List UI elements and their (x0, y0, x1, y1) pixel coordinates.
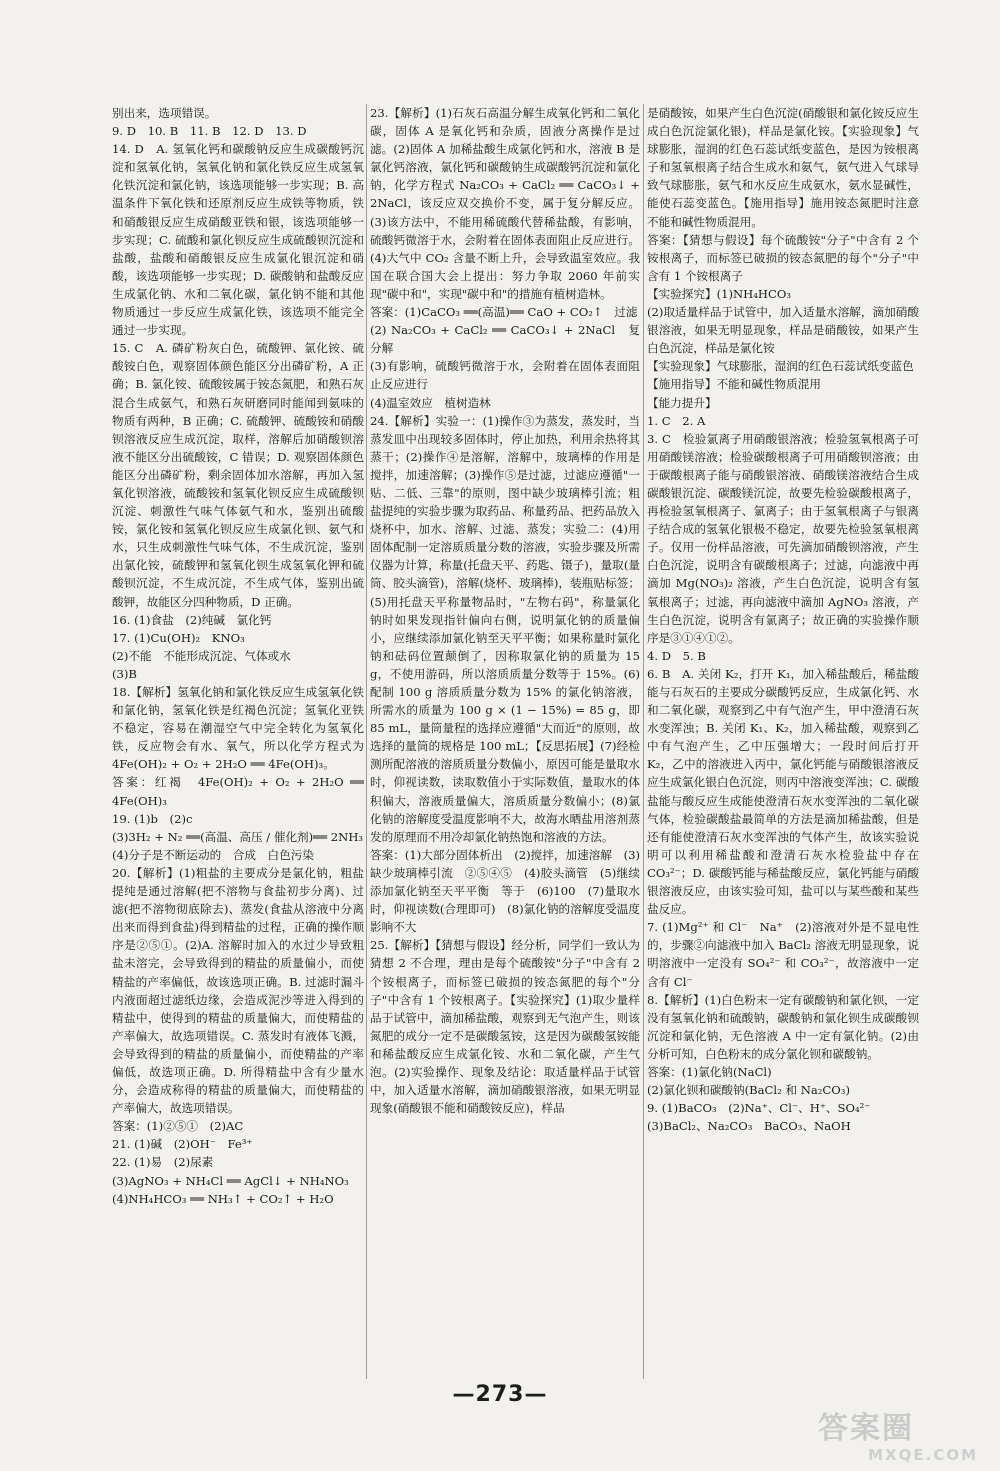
answer-paragraph: 24.【解析】实验一：(1)操作③为蒸发，蒸发时，当蒸发皿中出现较多固体时，停止加热，利用余热将其蒸干；(2)操作④是溶解，溶解中，玻璃棒的作用是搅拌，加速溶解；(3)操作⑤是过滤，过滤应遵循"一贴、二低、三靠"的原则，图中缺少玻璃棒引流；粗盐提纯的实验步骤为取药品、称量药品、把药品放入烧杯中，加水、溶解、过滤、蒸发；实验二：(4)用固体配制一定溶质质量分数的溶液，实验步骤及所需仪器为计算，称量(托盘天平、药匙、镊子)，量取(量筒、胶头滴管)，溶解(烧杯、玻璃棒)，装瓶贴标签；(5)用托盘天平称量物品时，"左物右码"，称量氯化钠时如果发现指针偏向右侧，说明氯化钠的质量偏小，应继续添加氯化钠至天平平衡；如果称量时氯化钠和砝码位置颠倒了，因称取氯化钠的质量为 15 g，不使用游码，所以溶质质量分数等于 15%。(6)配制 100 g 溶质质量分数为 15% 的氯化钠溶液，所需水的质量为 100 g × (1 − 15%) = 85 g，即 85 mL，量筒量程的选择应遵循"大而近"的原则，故选择的量筒的规格是 100 mL；【反思拓展】(7)经检测所配溶液的溶质质量分数偏小，原因可能是量取水时，仰视读数，读取数值小于实际数值，量取水的体积偏大，溶液质量偏大，溶质质量分数偏小；(8)氯化钠的溶解度受温度影响不大，故海水晒盐用溶剂蒸发的原理而不用冷却氯化钠热饱和溶液的方法。 (370, 413, 640, 844)
answer-column-middle (370, 104, 640, 1384)
watermark-url: MXQE.COM (868, 1446, 978, 1464)
answer-paragraph: 7. (1)Mg²⁺ 和 Cl⁻ Na⁺ (2)溶液对外是不显电性的，步骤②向滤液中加入 BaCl₂ 溶液无明显现象，说明溶液中一定没有 SO₄²⁻ 和 CO₃²⁻，故溶液中一定含有 Cl⁻ (647, 920, 919, 989)
answer-paragraph: 20.【解析】(1)粗盐的主要成分是氯化钠，粗盐提纯是通过溶解(把不溶物与食盐初步分离)、过滤(把不溶物彻底除去)、蒸发(食盐从溶液中分离出来而得到食盐)得到精盐的过程，正确的操作顺序是②⑤①。(2)A. 溶解时加入的水过少导致粗盐未溶完，会导致得到的精盐的质量偏小，而使精盐的产率偏低，故该选项正确。B. 过滤时漏斗内液面超过滤纸边缘，会造成泥沙等进入得到的精盐中，使得到的精盐的质量偏大，而使精盐的产率偏大，故选项错误。C. 蒸发时有液体飞溅，会导致得到的精盐的质量偏小，而使精盐的产率偏低，故选项正确。D. 所得精盐中含有少量水分，会造成称得的精盐的质量偏大，而使精盐的产率偏大，故选项错误。 (112, 865, 364, 1116)
answer-paragraph: 3. C 检验氯离子用硝酸银溶液；检验氢氧根离子可用硝酸镁溶液；检验碳酸根离子可用硝酸钡溶液；由于碳酸根离子能与硝酸银溶液、硝酸镁溶液结合生成碳酸银沉淀、碳酸镁沉淀，故要先检验碳酸根离子，再检验氢氧根离子、氯离子；由于氢氧根离子与银离子结合成的氢氧化银极不稳定，故要先检验氢氧根离子。仅用一份样品溶液，可先滴加硝酸钡溶液，产生白色沉淀，说明含有碳酸根离子；过滤，向滤液中再滴加 Mg(NO₃)₂ 溶液，产生白色沉淀，说明含有氢氧根离子；过滤，再向滤液中滴加 AgNO₃ 溶液，产生白色沉淀，说明含有氯离子；故正确的实验操作顺序是③①④①②。 (647, 431, 919, 645)
answer-paragraph: (4)分子是不断运动的 合成 白色污染 (112, 847, 314, 862)
answer-paragraph: 4. D 5. B (647, 648, 706, 663)
answer-paragraph: 答案：(1)CaCO₃ ══(高温)══ CaO + CO₂↑ 过滤 (370, 305, 638, 320)
answer-paragraph: 9. D 10. B 11. B 12. D 13. D (112, 124, 307, 139)
answer-paragraph: 答案：(1)氯化钠(NaCl) (647, 1064, 772, 1079)
answer-paragraph: (2) Na₂CO₃ + CaCl₂ ══ CaCO₃↓ + 2NaCl 复分解 (370, 323, 640, 356)
answer-paragraph: 答案：【猜想与假设】每个硫酸铵"分子"中含有 2 个铵根离子，而标签已破损的铵态氮肥的每个"分子"中含有 1 个铵根离子 (647, 232, 919, 283)
answer-paragraph: 答案：(1)大部分固体析出 (2)搅拌，加速溶解 (3)缺少玻璃棒引流 ②⑤④⑤ (4)胶头滴管 (5)继续添加氯化钠至天平平衡 等于 (6)100 (7)量取水时，仰视读数(合理即可) (8)氯化钠的溶解度受温度影响不大 (370, 847, 640, 935)
answer-paragraph: (3)B (112, 666, 137, 681)
answer-paragraph: (3)AgNO₃ + NH₄Cl ══ AgCl↓ + NH₄NO₃ (112, 1173, 349, 1188)
answer-paragraph: 23.【解析】(1)石灰石高温分解生成氧化钙和二氧化碳，固体 A 是氧化钙和杂质，固液分离操作是过滤。(2)固体 A 加稀盐酸生成氯化钙和水，溶液 B 是氯化钙溶液，氯化钙和碳酸钠生成碳酸钙沉淀和氯化钠，化学方程式 Na₂CO₃ + CaCl₂ ══ CaCO₃↓ + 2NaCl，该反应双交换价不变，属于复分解反应。(3)该方法中，不能用稀硫酸代替稀盐酸，有影响，硫酸钙微溶于水，会附着在固体表面阻止反应进行。(4)大气中 CO₂ 含量不断上升，会导致温室效应。我国在联合国大会上提出：努力争取 2060 年前实现"碳中和"，实现"碳中和"的措施有植树造林。 (370, 106, 640, 301)
answer-paragraph: (2)氯化钡和碳酸钠(BaCl₂ 和 Na₂CO₃) (647, 1083, 850, 1098)
answer-paragraph: 6. B A. 关闭 K₂，打开 K₁，加入稀盐酸后，稀盐酸能与石灰石的主要成分碳酸钙反应，生成氯化钙、水和二氧化碳，观察到乙中有气泡产生，甲中澄清石灰水变浑浊；B. 关闭 K₁、K₂，加入稀盐酸，观察到乙中有气泡产生，乙中压强增大；一段时间后打开 K₂，乙中的溶液进入丙中，氯化钙能与硝酸银溶液反应生成氯化银白色沉淀，则丙中溶液变浑浊；C. 碳酸盐能与酸反应生成能使澄清石灰水变浑浊的二氧化碳气体，检验碳酸盐最简单的方法是滴加稀盐酸，但是还有能使澄清石灰水变浑浊的气体产生，故该实验说明可以利用稀盐酸和澄清石灰水检验盐中存在 CO₃²⁻；D. 碳酸钙能与稀盐酸反应，氯化钙能与硝酸银溶液反应，由该实验可知，盐可以与某些酸和某些盐反应。 (647, 666, 919, 917)
answer-paragraph: 21. (1)碱 (2)OH⁻ Fe³⁺ (112, 1137, 253, 1152)
answer-paragraph: 25.【解析】【猜想与假设】经分析，同学们一致认为猜想 2 不合理，理由是每个硫酸铵"分子"中含有 2 个铵根离子，而标签已破损的铵态氮肥的每个"分子"中含有 1 个铵根离子。【实验探究】(1)取少量样品于试管中，滴加稀盐酸，观察到无气泡产生，则该氮肥的成分一定不是碳酸氢铵，这是因为碳酸氢铵能和稀盐酸反应生成氯化铵、水和二氧化碳，产生气泡。(2)实验操作、现象及结论：取适量样品于试管中，加入适量水溶解，滴加硝酸银溶液，如果无明显现象(硝酸银不能和硝酸铵反应)，样品 (370, 938, 640, 1116)
answer-paragraph: 17. (1)Cu(OH)₂ KNO₃ (112, 630, 245, 645)
answer-paragraph: 9. (1)BaCO₃ (2)Na⁺、Cl⁻、H⁺、SO₄²⁻ (647, 1101, 871, 1116)
answer-paragraph: 别出来，选项错误。 (112, 106, 217, 120)
page-number: —273— (452, 1382, 548, 1407)
column-divider (643, 104, 644, 1379)
answer-paragraph: 15. C A. 磷矿粉灰白色，硫酸钾、氯化铵、硫酸铵白色，观察固体颜色能区分出磷矿粉，A 正确；B. 氯化铵、硫酸铵属于铵态氮肥，和熟石灰混合生成氨气，和熟石灰研磨同时能闻到氨味的物质有两种，B 正确；C. 硫酸钾、硫酸铵和硝酸钡溶液反应生成沉淀，取样，溶解后加硝酸钡溶液不能区分出硫酸铵，C 错误；D. 观察固体颜色能区分出磷矿粉，剩余固体加水溶解，再加入氢氧化钡溶液，硫酸铵和氢氧化钡反应生成硫酸钡沉淀、刺激性气味气体氨气和水，鉴别出硫酸铵，氯化铵和氢氧化钡反应生成氯化钡、氨气和水，只生成刺激性气味气体，不生成沉淀，鉴别出氯化铵，硫酸钾和氢氧化钡生成氢氧化钾和硫酸钡沉淀，不生成沉淀，不生成气体，鉴别出硫酸钾，故能区分四种物质，D 正确。 (112, 341, 364, 609)
answer-paragraph: (3)有影响，硫酸钙微溶于水，会附着在固体表面阻止反应进行 (370, 359, 640, 392)
answer-paragraph: 16. (1)食盐 (2)纯碱 氯化钙 (112, 612, 272, 627)
answer-paragraph: (4)NH₄HCO₃ ══ NH₃↑ + CO₂↑ + H₂O (112, 1191, 334, 1206)
answer-paragraph: (2)取适量样品于试管中，加入适量水溶解，滴加硝酸银溶液，如果无明显现象，样品是硝酸铵，如果产生白色沉淀，样品是氯化铵 (647, 305, 919, 356)
answer-paragraph: 19. (1)b (2)c (112, 811, 193, 826)
answer-paragraph: 【能力提升】 (647, 395, 717, 410)
answer-paragraph: 1. C 2. A (647, 413, 706, 428)
answer-paragraph: 【实验探究】(1)NH₄HCO₃ (647, 286, 792, 301)
answer-paragraph: 答案：(1)②⑤① (2)AC (112, 1119, 244, 1134)
answer-paragraph: 【施用指导】不能和碱性物质混用 (647, 377, 821, 392)
answer-paragraph: 22. (1)易 (2)尿素 (112, 1155, 214, 1170)
answer-paragraph: 18.【解析】氢氧化钠和氯化铁反应生成氢氧化铁和氯化钠，氢氧化铁是红褐色沉淀；氢氧化亚铁不稳定，容易在潮湿空气中完全转化为氢氧化铁，反应物会有水、氧气，所以化学方程式为 4Fe(OH)₂ + O₂ + 2H₂O ══ 4Fe(OH)₃。 (112, 685, 364, 772)
answer-paragraph: 14. D A. 氢氧化钙和碳酸钠反应生成碳酸钙沉淀和氢氧化钠，氢氧化钠和氯化铁反应生成氢氧化铁沉淀和氯化钠，该选项能够一步实现；B. 高温条件下氧化铁和还原剂反应生成铁等物质，铁和硝酸银反应生成硝酸亚铁和银，该选项能够一步实现；C. 硫酸和氯化钡反应生成硫酸钡沉淀和盐酸，盐酸和硝酸银反应生成氯化银沉淀和硝酸，该选项能够一步实现；D. 碳酸钠和盐酸反应生成氯化钠、水和二氧化碳，氯化钠不能和其他物质通过一步反应生成氯化铁，该选项不能完全通过一步实现。 (112, 142, 364, 338)
answer-paragraph: (4)温室效应 植树造林 (370, 395, 491, 410)
answer-paragraph: 8.【解析】(1)白色粉末一定有碳酸钠和氯化钡，一定没有氢氧化钠和硫酸钠，碳酸钠和氯化钡生成碳酸钡沉淀和氯化钠，无色溶液 A 中一定有氯化钠。(2)由分析可知，白色粉末的成分氯化钡和碳酸钠。 (647, 992, 919, 1061)
answer-column-right (647, 104, 919, 1384)
answer-column-left (112, 104, 364, 1384)
answer-paragraph: (2)不能 不能形成沉淀、气体或水 (112, 648, 291, 663)
answer-paragraph: 是硝酸铵，如果产生白色沉淀(硝酸银和氯化铵反应生成白色沉淀氯化银)，样品是氯化铵。【实验现象】气球膨胀，湿润的红色石蕊试纸变蓝色，是因为铵根离子和氢氧根离子结合生成水和氨气，氨气进入气球导致气球膨胀，氨气和水反应生成氨水，氨水显碱性，能使石蕊变蓝色。【施用指导】施用铵态氮肥时注意不能和碱性物质混用。 (647, 106, 919, 229)
answer-paragraph: 答案：红褐 4Fe(OH)₂ + O₂ + 2H₂O ══ 4Fe(OH)₃ (112, 775, 364, 808)
watermark (818, 1412, 988, 1470)
answer-paragraph: (3)3H₂ + N₂ ══(高温、高压 / 催化剂)══ 2NH₃ (112, 829, 364, 844)
answer-paragraph: (3)BaCl₂、Na₂CO₃ BaCO₃、NaOH (647, 1119, 851, 1134)
answer-paragraph: 【实验现象】气球膨胀，湿润的红色石蕊试纸变蓝色 (647, 359, 914, 374)
column-divider (366, 104, 367, 1379)
watermark-logo: 答案圈 (818, 1411, 914, 1446)
